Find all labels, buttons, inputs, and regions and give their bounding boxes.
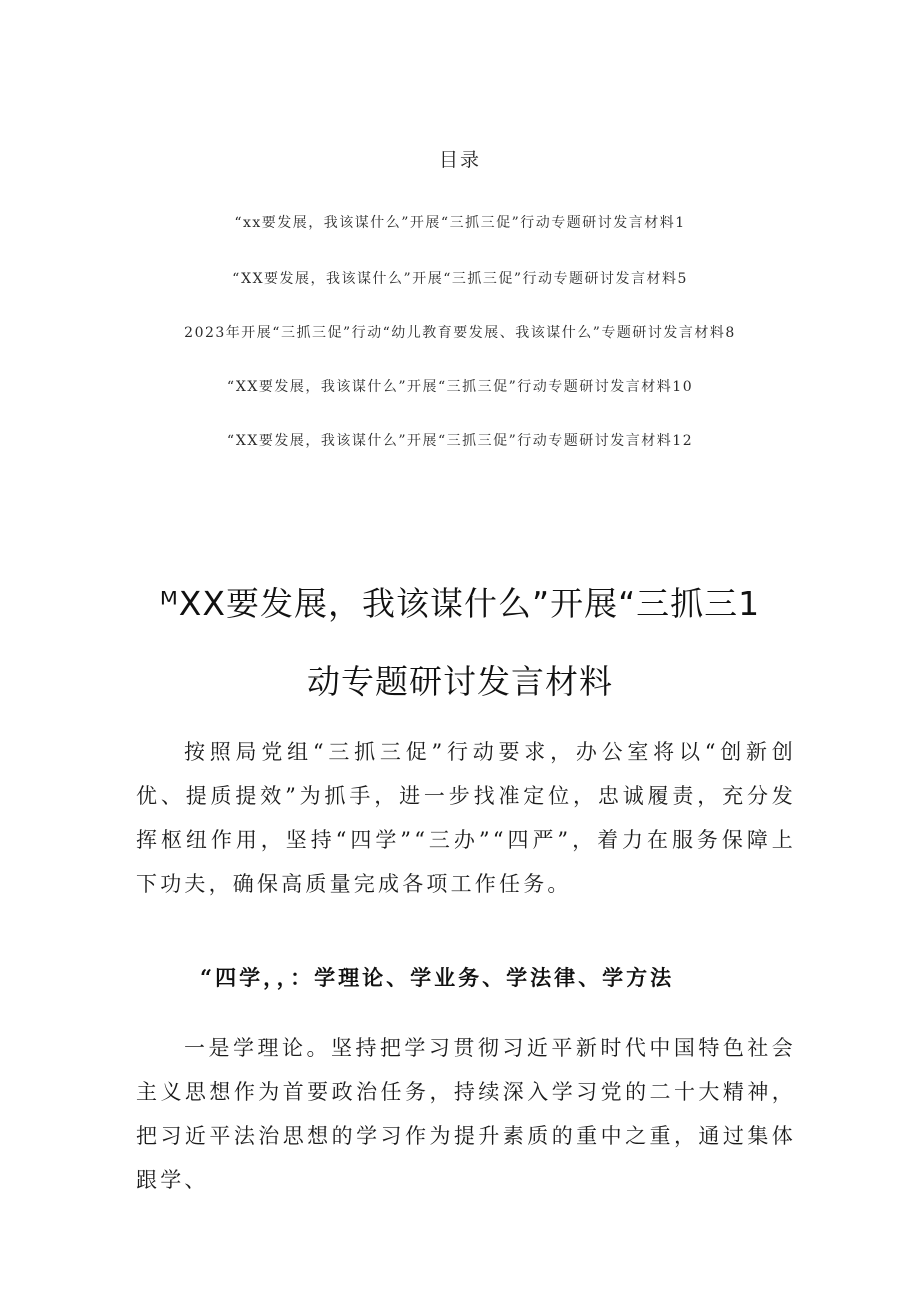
toc-entry[interactable]: “XX要发展，我该谋什么”开展“三抓三促”行动专题研讨发言材料10: [226, 379, 694, 395]
toc-entry[interactable]: 2023年开展“三抓三促”行动“幼儿教育要发展、我该谋什么”专题研讨发言材料8: [184, 325, 736, 341]
toc-entry[interactable]: “xx要发展，我该谋什么”开展“三抓三促”行动专题研讨发言材料1: [234, 215, 686, 231]
section-heading: “四学，，：学理论、学业务、学法律、学方法: [200, 965, 675, 990]
document-title-line-1: ᴹXX要发展，我该谋什么”开展“三抓三1: [159, 584, 761, 623]
toc-entry[interactable]: “XX要发展，我该谋什么”开展“三抓三促”行动专题研讨发言材料5: [232, 271, 688, 287]
toc-title: 目录: [438, 149, 481, 171]
document-title-line-2: 动专题研讨发言材料: [307, 662, 613, 701]
section-paragraph: 一是学理论。坚持把学习贯彻习近平新时代中国特色社会主义思想作为首要政治任务，持续深入学习党的二十大精神，把习近平法治思想的学习作为提升素质的重中之重，通过集体跟学、: [136, 1036, 796, 1192]
toc-entry[interactable]: “XX要发展，我该谋什么”开展“三抓三促”行动专题研讨发言材料12: [226, 433, 694, 449]
intro-paragraph: 按照局党组“三抓三促”行动要求，办公室将以“创新创优、提质提效”为抓手，进一步找准定位，忠诚履责，充分发挥枢纽作用，坚持“四学”“三办”“四严”，着力在服务保障上下功夫，确保高质量完成各项工作任务。: [136, 740, 796, 896]
